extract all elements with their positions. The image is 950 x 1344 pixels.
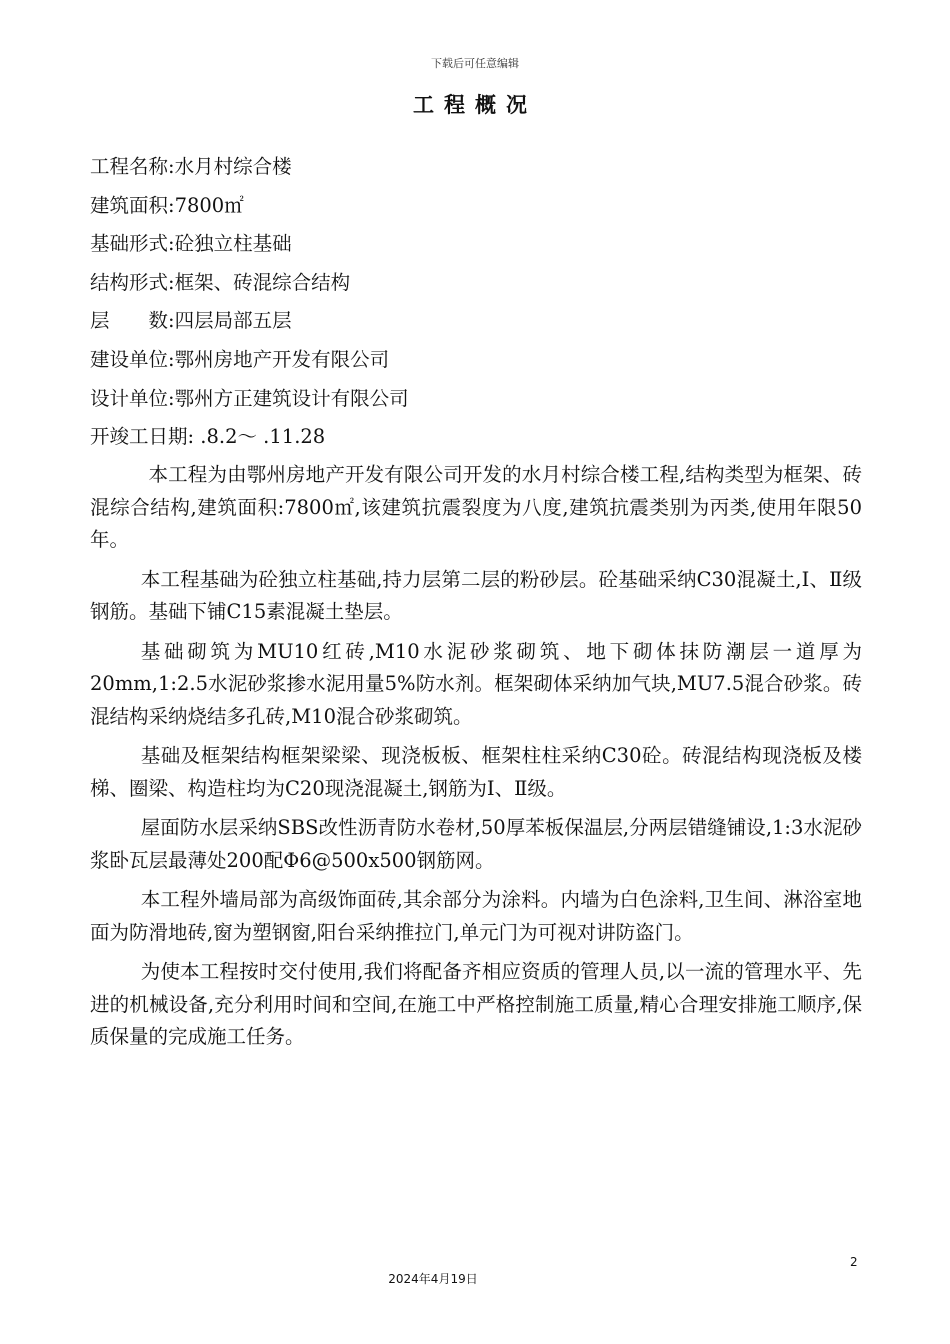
- info-building-area: 建筑面积:7800㎡: [90, 193, 244, 217]
- paragraph-foundation: 本工程基础为砼独立柱基础,持力层第二层的粉砂层。砼基础采纳C30混凝土,Ⅰ、Ⅱ级钢筋。基础下铺C15素混凝土垫层。: [90, 567, 862, 623]
- info-foundation-type: 基础形式:砼独立柱基础: [90, 232, 292, 256]
- info-designer: 设计单位:鄂州方正建筑设计有限公司: [90, 386, 409, 410]
- info-project-name: 工程名称:水月村综合楼: [90, 155, 292, 178]
- page-title: 工程概况: [413, 93, 537, 117]
- header-note: 下载后可任意编辑: [431, 57, 519, 70]
- info-structure-type: 结构形式:框架、砖混综合结构: [90, 270, 351, 294]
- info-construction-dates: 开竣工日期: .8.2～ .11.28: [90, 425, 326, 449]
- paragraph-finishes: 本工程外墙局部为高级饰面砖,其余部分为涂料。内墙为白色涂料,卫生间、淋浴室地面为防滑地砖,窗为塑钢窗,阳台采纳推拉门,单元门为可视对讲防盗门。: [90, 888, 862, 944]
- paragraph-overview: 本工程为由鄂州房地产开发有限公司开发的水月村综合楼工程,结构类型为框架、砖混综合结构,建筑面积:7800㎡,该建筑抗震裂度为八度,建筑抗震类别为丙类,使用年限50年。: [90, 463, 862, 551]
- info-developer: 建设单位:鄂州房地产开发有限公司: [90, 347, 390, 371]
- paragraph-commitment: 为使本工程按时交付使用,我们将配备齐相应资质的管理人员,以一流的管理水平、先进的机械设备,充分利用时间和空间,在施工中严格控制施工质量,精心合理安排施工顺序,保质保量的完成施工任务。: [90, 960, 862, 1048]
- paragraph-concrete: 基础及框架结构框架梁梁、现浇板板、框架柱柱采纳C30砼。砖混结构现浇板及楼梯、圈梁、构造柱均为C20现浇混凝土,钢筋为Ⅰ、Ⅱ级。: [90, 744, 862, 800]
- footer-date: 2024年4月19日: [388, 1272, 478, 1286]
- paragraph-roof: 屋面防水层采纳SBS改性沥青防水卷材,50厚苯板保温层,分两层错缝铺设,1:3水泥砂浆卧瓦层最薄处200配Φ6@500x500钢筋网。: [90, 816, 862, 872]
- paragraph-masonry: 基础砌筑为MU10红砖,M10水泥砂浆砌筑、地下砌体抹防潮层一道厚为20mm,1:2.5水泥砂浆掺水泥用量5%防水剂。框架砌体采纳加气块,MU7.5混合砂浆。砖混结构采纳烧结多孔砖,M10混合砂浆砌筑。: [90, 639, 862, 728]
- body-text: [90, 459, 862, 1061]
- info-floors: 层 数:四层局部五层: [90, 309, 292, 333]
- page-number: 2: [850, 1255, 858, 1269]
- project-info-list: [90, 152, 870, 461]
